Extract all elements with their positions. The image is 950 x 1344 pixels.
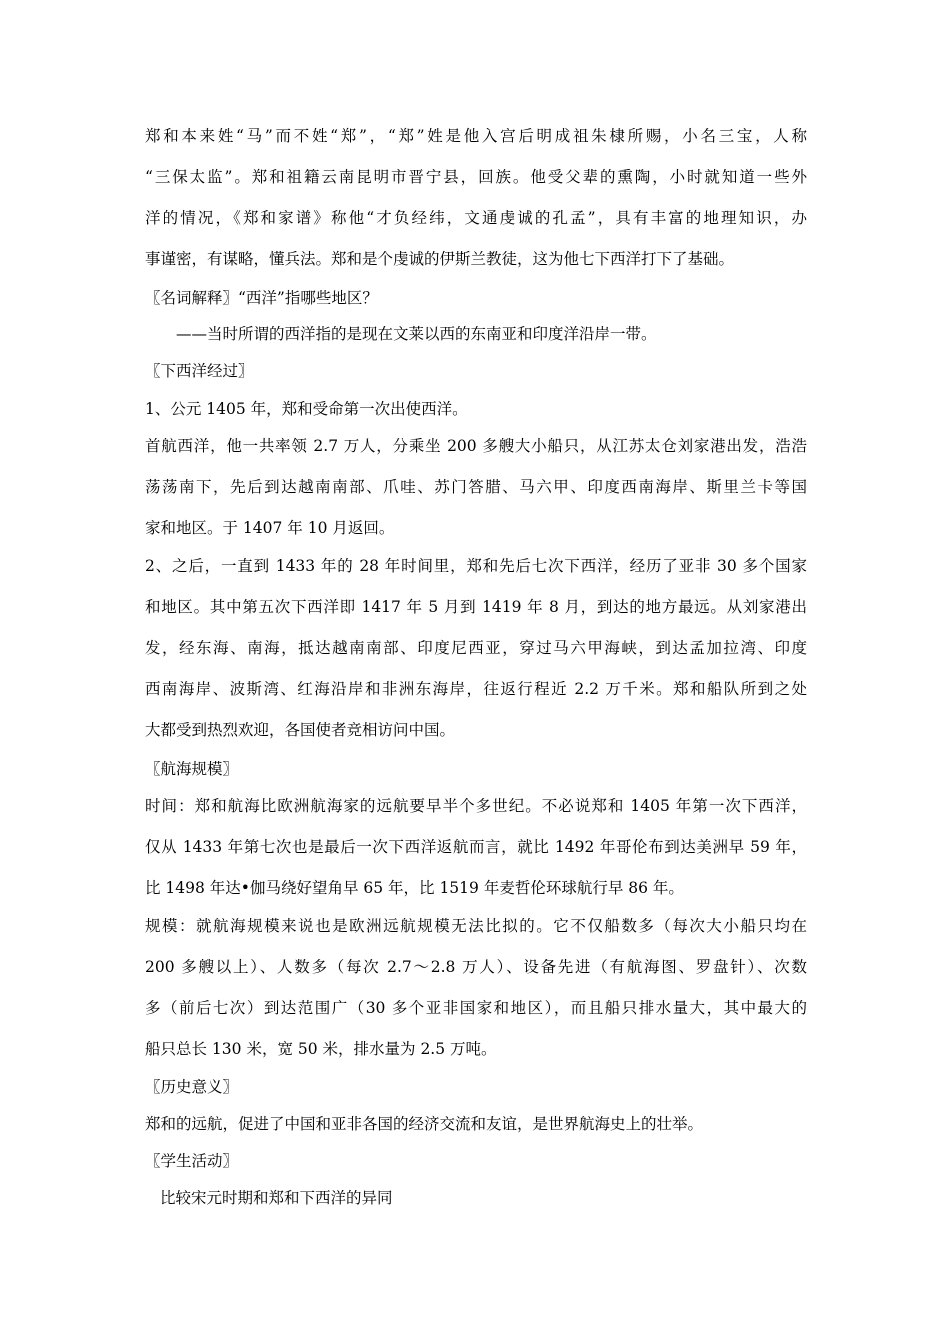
text-line: 比 1498 年达•伽马绕好望角早 65 年，比 1519 年麦哲伦环球航行早 86 年。 xyxy=(145,879,684,897)
term-definition: ——当时所谓的西洋指的是现在文莱以西的东南亚和印度洋沿岸一带。 xyxy=(176,325,657,343)
text-line: 规模：就航海规模来说也是欧洲远航规模无法比拟的。它不仅船数多（每次大小船只均在 xyxy=(145,917,807,935)
activity-text: 比较宋元时期和郑和下西洋的异同 xyxy=(160,1189,393,1207)
text-line: 和地区。其中第五次下西洋即 1417 年 5 月到 1419 年 8 月，到达的地方最远。从刘家港出 xyxy=(145,598,807,616)
text-line: 200 多艘以上）、人数多（每次 2.7～2.8 万人）、设备先进（有航海图、罗盘针）、次数 xyxy=(145,958,807,976)
text-line: 时间：郑和航海比欧洲航海家的远航要早半个多世纪。不必说郑和 1405 年第一次下西洋， xyxy=(145,797,807,815)
text-line: 仅从 1433 年第七次也是最后一次下西洋返航而言，就比 1492 年哥伦布到达美洲早 59 年， xyxy=(145,838,807,856)
text-line: 郑和的远航，促进了中国和亚非各国的经济交流和友谊，是世界航海史上的壮举。 xyxy=(145,1115,704,1133)
text-line: 多（前后七次）到达范围广（30 多个亚非国家和地区），而且船只排水量大，其中最大的 xyxy=(145,999,807,1017)
section-heading: 〖学生活动〗 xyxy=(145,1152,239,1170)
text-line: 首航西洋，他一共率领 2.7 万人，分乘坐 200 多艘大小船只，从江苏太仓刘家港出发，浩浩 xyxy=(145,437,807,455)
text-line: 洋的情况，《郑和家谱》称他“才负经纬，文通虔诚的孔孟”，具有丰富的地理知识，办 xyxy=(145,209,807,227)
text-line: 事谨密，有谋略，懂兵法。郑和是个虔诚的伊斯兰教徒，这为他七下西洋打下了基础。 xyxy=(145,250,735,268)
text-line: 发，经东海、南海，抵达越南南部、印度尼西亚，穿过马六甲海峡，到达孟加拉湾、印度 xyxy=(145,639,807,657)
section-heading: 〖历史意义〗 xyxy=(145,1078,239,1096)
text-line: 家和地区。于 1407 年 10 月返回。 xyxy=(145,519,395,537)
term-heading: 〖名词解释〗“西洋”指哪些地区？ xyxy=(145,289,378,307)
section-heading: 〖下西洋经过〗 xyxy=(145,362,254,380)
text-line: 1、公元 1405 年，郑和受命第一次出使西洋。 xyxy=(145,400,468,418)
text-line: 荡荡南下，先后到达越南南部、爪哇、苏门答腊、马六甲、印度西南海岸、斯里兰卡等国 xyxy=(145,478,807,496)
text-line: 大都受到热烈欢迎，各国使者竞相访问中国。 xyxy=(145,721,456,739)
text-line: 船只总长 130 米，宽 50 米，排水量为 2.5 万吨。 xyxy=(145,1040,497,1058)
section-heading: 〖航海规模〗 xyxy=(145,760,239,778)
text-line: 西南海岸、波斯湾、红海沿岸和非洲东海岸，往返行程近 2.2 万千米。郑和船队所到之处 xyxy=(145,680,807,698)
text-line: “三保太监”。郑和祖籍云南昆明市晋宁县，回族。他受父辈的熏陶，小时就知道一些外 xyxy=(145,168,807,186)
text-line: 郑和本来姓“马”而不姓“郑”，“郑”姓是他入宫后明成祖朱棣所赐，小名三宝，人称 xyxy=(145,127,807,145)
text-line: 2、之后，一直到 1433 年的 28 年时间里，郑和先后七次下西洋，经历了亚非 30 多个国家 xyxy=(145,557,807,575)
